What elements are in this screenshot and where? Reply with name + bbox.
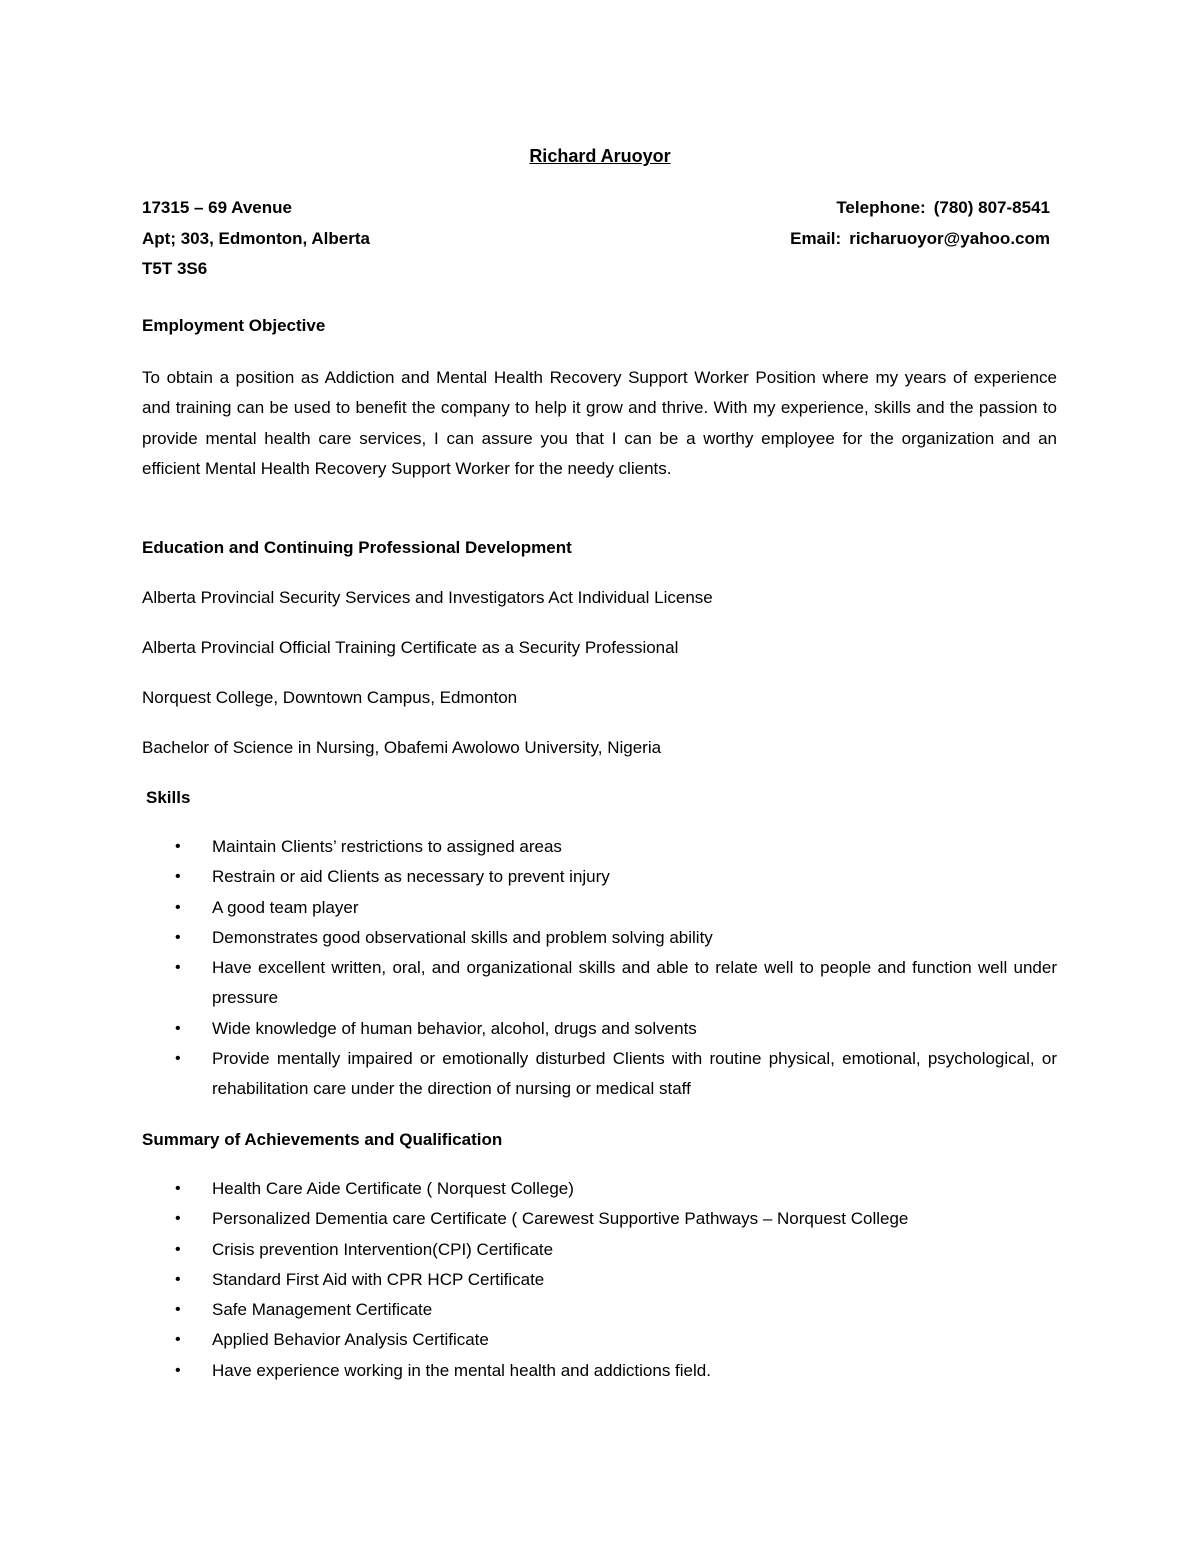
skill-text: Demonstrates good observational skills and problem solving ability bbox=[212, 927, 713, 947]
skill-text: Maintain Clients’ restrictions to assigned areas bbox=[212, 837, 562, 856]
achievement-item bbox=[142, 1325, 1057, 1355]
telephone-label: Telephone: bbox=[836, 198, 926, 217]
achievement-text: Safe Management Certificate bbox=[212, 1300, 433, 1320]
achievements-heading: Summary of Achievements and Qualification bbox=[142, 1130, 503, 1149]
telephone-value: (780) 807-8541 bbox=[933, 198, 1050, 217]
skills-list bbox=[142, 832, 1057, 1105]
skill-item bbox=[142, 832, 1057, 862]
bullet-icon: • bbox=[175, 1240, 181, 1258]
skill-text: Provide mentally impaired or emotionally disturbed Clients with routine physical, emotional, psychological, or rehabilitation care under the direction of nursing or medical staff bbox=[212, 1049, 1057, 1099]
bullet-icon: • bbox=[175, 1301, 181, 1319]
skill-text: A good team player bbox=[212, 897, 359, 917]
bullet-icon: • bbox=[175, 1180, 181, 1197]
bullet-icon: • bbox=[175, 1270, 181, 1288]
skill-item bbox=[142, 1044, 1057, 1105]
bullet-icon: • bbox=[175, 1210, 181, 1228]
skill-item bbox=[142, 893, 1057, 923]
achievement-item bbox=[142, 1265, 1057, 1295]
name-text: Richard Aruoyor bbox=[529, 146, 671, 166]
achievement-item bbox=[142, 1204, 1057, 1234]
education-item: Norquest College, Downtown Campus, Edmonton bbox=[142, 688, 518, 707]
resume-name bbox=[0, 144, 1200, 168]
email-value: richaruoyor@yahoo.com bbox=[849, 228, 1050, 248]
address-block bbox=[142, 193, 370, 285]
achievements-list bbox=[142, 1174, 1057, 1386]
bullet-icon: • bbox=[175, 838, 181, 855]
bullet-icon: • bbox=[175, 1331, 181, 1349]
address-line-3: T5T 3S6 bbox=[142, 259, 208, 278]
bullet-icon: • bbox=[175, 898, 181, 916]
achievement-text: Health Care Aide Certificate ( Norquest College) bbox=[212, 1179, 574, 1198]
objective-heading: Employment Objective bbox=[142, 316, 326, 335]
skill-item bbox=[142, 862, 1057, 892]
skills-heading: Skills bbox=[146, 788, 191, 807]
bullet-icon: • bbox=[175, 868, 181, 886]
education-item: Bachelor of Science in Nursing, Obafemi Awolowo University, Nigeria bbox=[142, 738, 662, 757]
objective-text: To obtain a position as Addiction and Mental Health Recovery Support Worker Position where my years of experience and training can be used to benefit the company to help it grow and thrive. With my experience, skills and the passion to provide mental health care services, I can assure you that I can be a worthy employee for the organization and an efficient Mental Health Recovery Support Worker for the needy clients. bbox=[142, 368, 1057, 478]
skill-text: Wide knowledge of human behavior, alcohol, drugs and solvents bbox=[212, 1018, 697, 1038]
education-heading: Education and Continuing Professional Development bbox=[142, 538, 572, 557]
telephone-row bbox=[790, 193, 1050, 224]
achievement-text: Have experience working in the mental health and addictions field. bbox=[212, 1360, 711, 1380]
bullet-icon: • bbox=[175, 1050, 181, 1068]
achievement-item bbox=[142, 1356, 1057, 1386]
bullet-icon: • bbox=[175, 1361, 181, 1379]
skill-text: Have excellent written, oral, and organizational skills and able to relate well to people and function well under pressure bbox=[212, 958, 1057, 1008]
address-line-1: 17315 – 69 Avenue bbox=[142, 198, 292, 217]
bullet-icon: • bbox=[175, 1019, 181, 1037]
skill-item bbox=[142, 1014, 1057, 1044]
email-row bbox=[790, 224, 1050, 255]
achievement-item bbox=[142, 1235, 1057, 1265]
contact-block bbox=[790, 193, 1050, 254]
achievement-text: Personalized Dementia care Certificate ( Carewest Supportive Pathways – Norquest College bbox=[212, 1209, 909, 1229]
education-item: Alberta Provincial Security Services and Investigators Act Individual License bbox=[142, 588, 713, 607]
achievement-text: Applied Behavior Analysis Certificate bbox=[212, 1330, 489, 1350]
bullet-icon: • bbox=[175, 959, 181, 977]
address-line-2: Apt; 303, Edmonton, Alberta bbox=[142, 228, 370, 248]
achievement-item bbox=[142, 1174, 1057, 1204]
achievement-item bbox=[142, 1295, 1057, 1325]
skill-item bbox=[142, 953, 1057, 1014]
achievement-text: Crisis prevention Intervention(CPI) Certificate bbox=[212, 1239, 554, 1259]
email-label: Email: bbox=[790, 228, 842, 248]
education-item: Alberta Provincial Official Training Certificate as a Security Professional bbox=[142, 638, 679, 657]
bullet-icon: • bbox=[175, 928, 181, 946]
achievement-text: Standard First Aid with CPR HCP Certificate bbox=[212, 1269, 545, 1289]
skill-text: Restrain or aid Clients as necessary to prevent injury bbox=[212, 867, 610, 887]
skill-item bbox=[142, 923, 1057, 953]
